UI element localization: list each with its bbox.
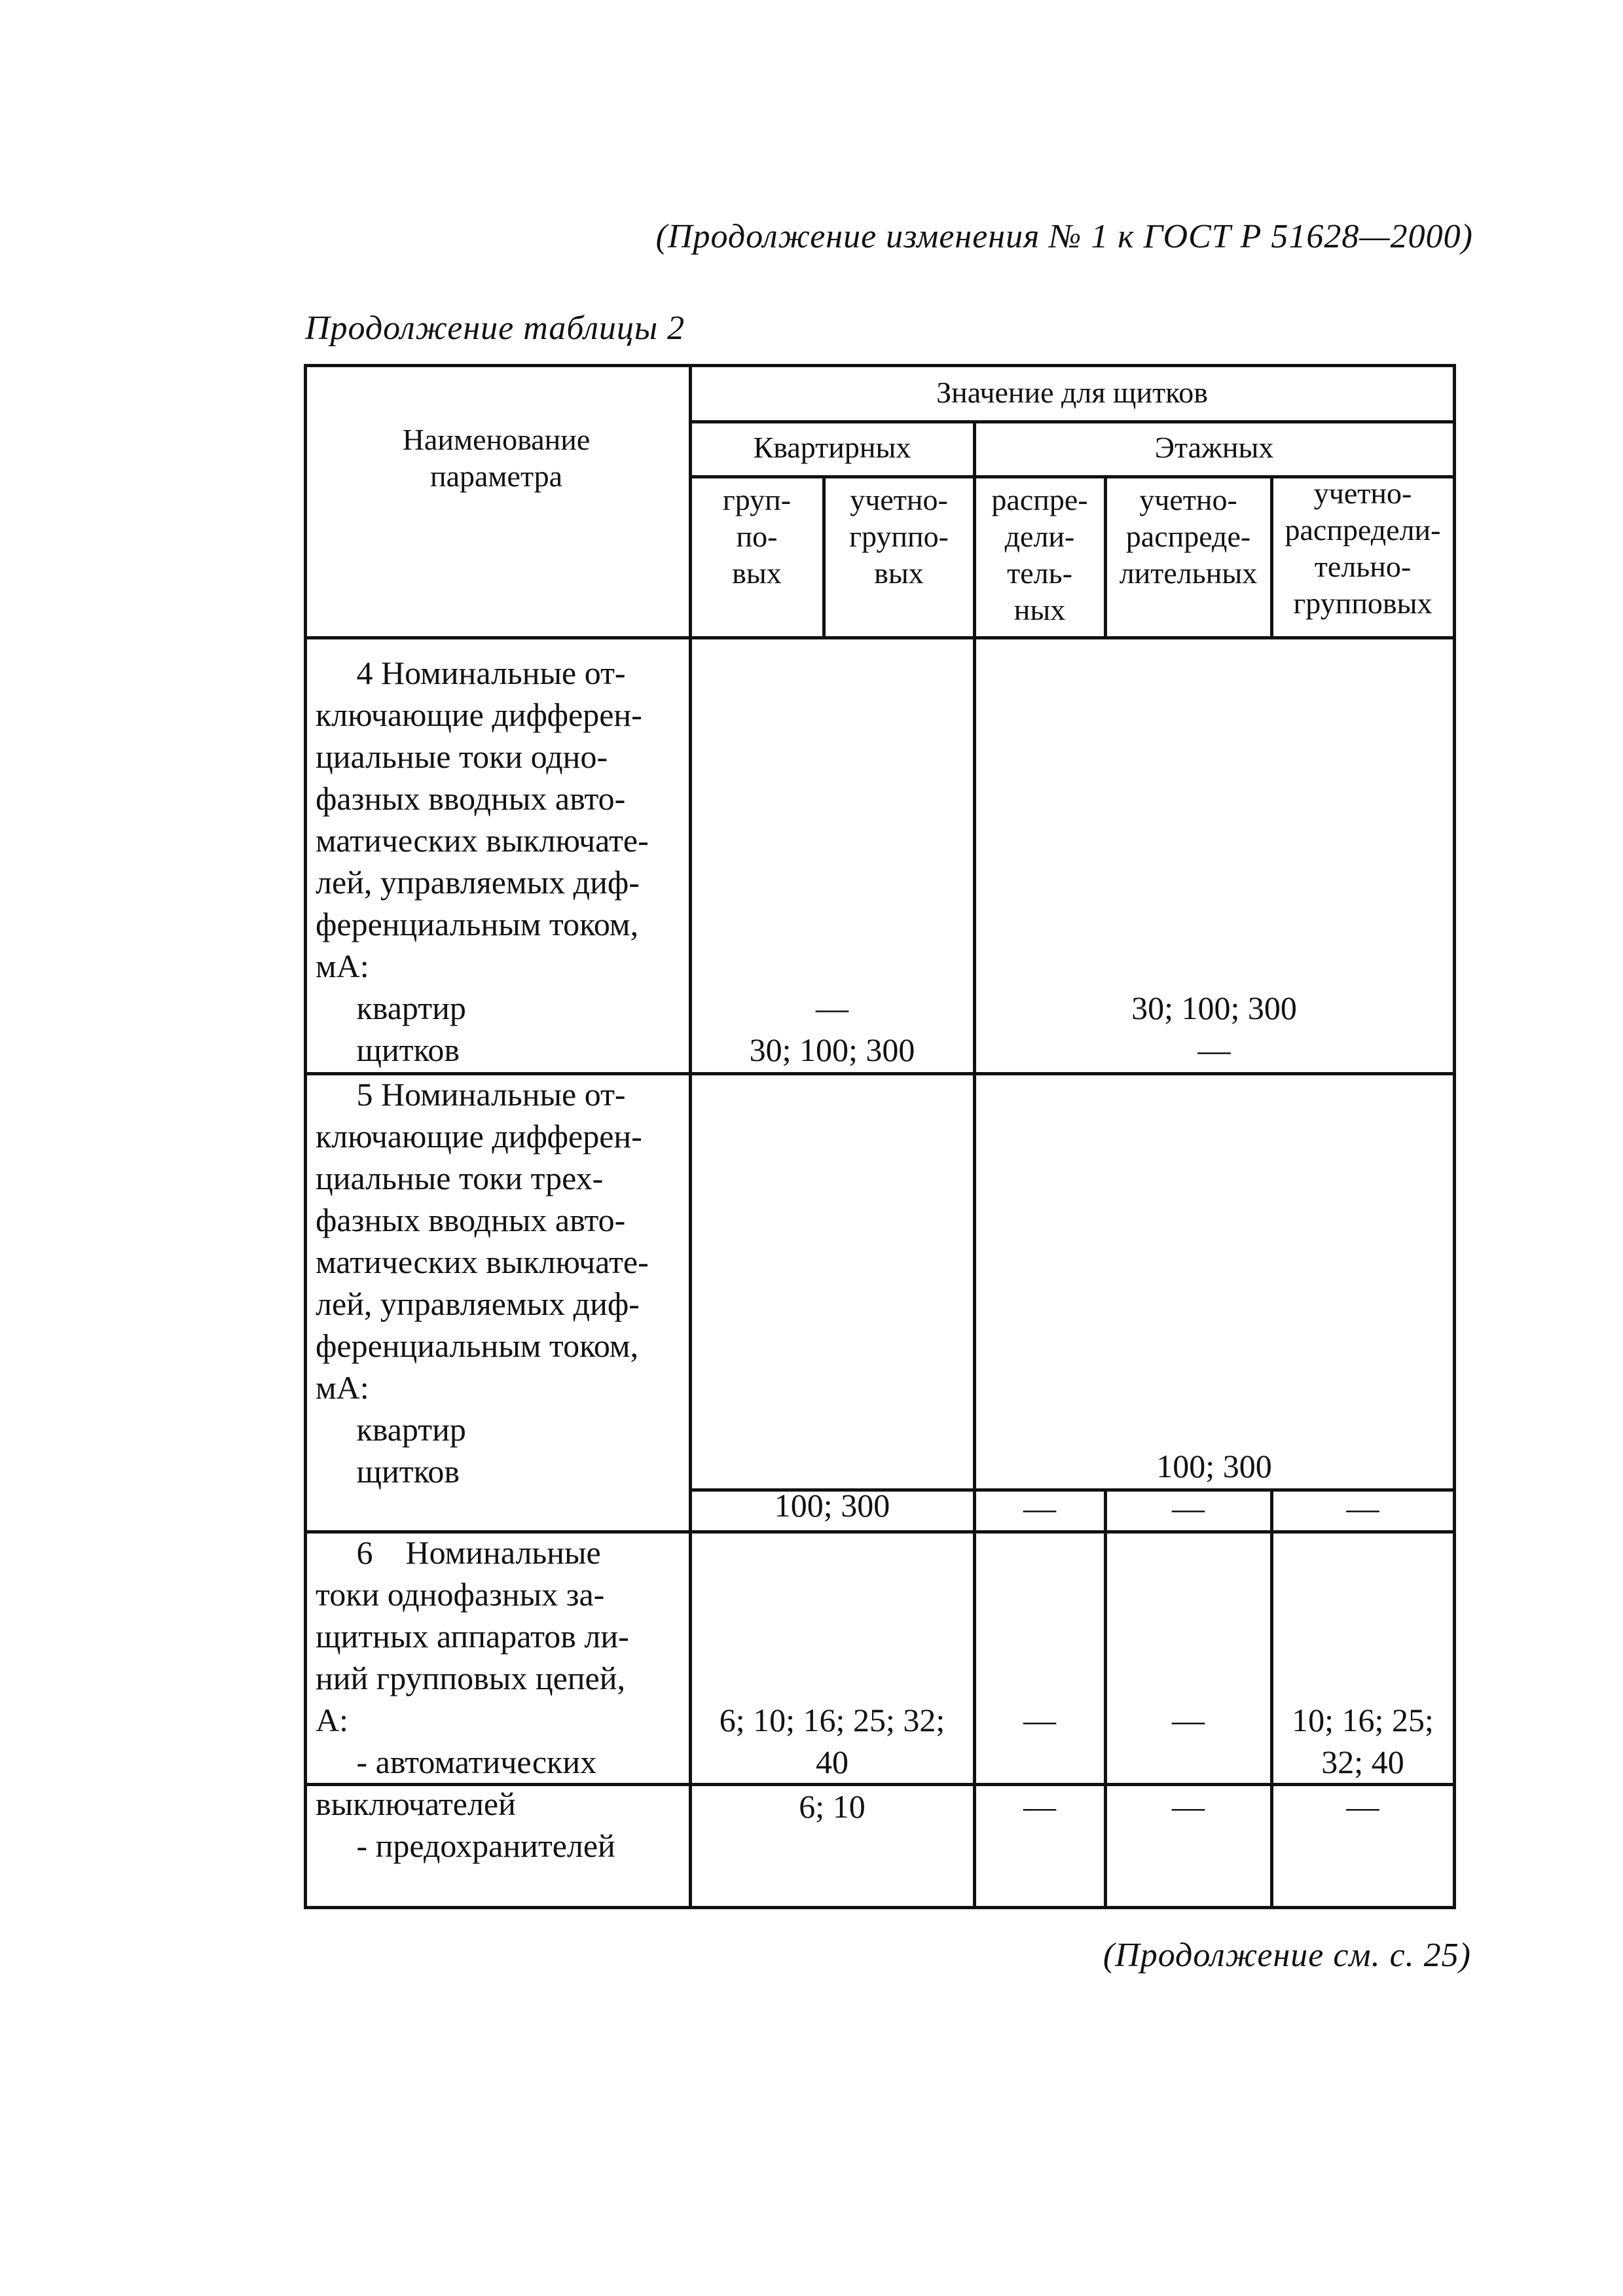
col-header-raspredelitelnykh: распре- дели- тель- ных: [991, 483, 1088, 626]
row-4-etazhnykh-kvartir: 30; 100; 300: [1131, 990, 1297, 1026]
row-6-fuse-etazhnykh-col2: —: [1172, 1788, 1205, 1825]
table-caption: Продолжение таблицы 2: [305, 310, 685, 347]
col-header-uchetno-raspredelitelno-gruppovykh: учетно- распредели- тельно- групповых: [1285, 476, 1441, 620]
param-column-header: Наименование параметра: [402, 423, 591, 493]
row-5-kvartirnykh-shchitkov: 100; 300: [774, 1487, 890, 1524]
etazhnykh-header: Этажных: [1154, 431, 1274, 464]
row-4-etazhnykh-shchitkov: —: [1197, 1031, 1231, 1068]
row-6-auto-etazhnykh-col3: 10; 16; 25; 32; 40: [1292, 1702, 1434, 1780]
document-header: (Продолжение изменения № 1 к ГОСТ Р 51628—2000): [655, 218, 1473, 255]
table-border-left: [304, 364, 307, 1909]
table-border-right: [1453, 364, 1456, 1909]
row-6-fuse-etazhnykh-col1: —: [1023, 1788, 1056, 1825]
row-5-etazhnykh-kvartir: 100; 300: [1156, 1448, 1272, 1484]
row-6-auto-etazhnykh-col1: —: [1023, 1702, 1056, 1738]
col-header-uchetno-raspredelitelnykh: учетно- распреде- лительных: [1119, 483, 1258, 590]
table-border-top: [304, 364, 1456, 367]
row-6-parameter: 6 Номинальные токи однофазных за- щитных аппаратов ли- ний групповых цепей, А: - автоматических выключателей - предохранителей: [316, 1534, 629, 1864]
row-6-auto-kvartirnykh: 6; 10; 16; 25; 32; 40: [719, 1702, 945, 1780]
row-5-etazhnykh-col1: —: [1023, 1490, 1056, 1526]
row-5-etazhnykh-col2: —: [1172, 1490, 1205, 1526]
col-header-gruppovykh: груп- по- вых: [722, 483, 792, 590]
row-5-etazhnykh-col3: —: [1346, 1490, 1379, 1526]
values-group-header: Значение для щитков: [936, 376, 1208, 409]
row-4-parameter: 4 Номинальные от- ключающие дифферен- циальные токи одно- фазных вводных авто- матических выключате- лей, управляемых диф- ференциальным током, мА: квартир щитков: [316, 655, 649, 1068]
table-rule-kv-et: [973, 420, 976, 1909]
table-rule-header-bottom: [304, 636, 1456, 639]
row-4-kvartirnykh-shchitkov: 30; 100; 300: [749, 1031, 915, 1068]
table-rule-group: [689, 420, 1456, 423]
continuation-note: (Продолжение см. с. 25): [1103, 1937, 1471, 1974]
row-4-kvartirnykh-kvartir: —: [816, 990, 848, 1026]
row-6-fuse-etazhnykh-col3: —: [1346, 1788, 1379, 1825]
parameters-table: [304, 364, 1456, 1909]
kvartirnykh-header: Квартирных: [753, 431, 911, 464]
row-6-fuse-kvartirnykh: 6; 10: [799, 1788, 866, 1825]
row-6-auto-etazhnykh-col2: —: [1172, 1702, 1205, 1738]
row-5-parameter: 5 Номинальные от- ключающие дифферен- циальные токи трех- фазных вводных авто- матических выключате- лей, управляемых диф- ференциальным током, мА: квартир щитков: [316, 1076, 649, 1490]
table-border-bottom: [304, 1906, 1456, 1909]
col-header-uchetno-gruppovykh: учетно- группо- вых: [849, 483, 949, 590]
table-rule-param-col: [689, 364, 692, 1909]
